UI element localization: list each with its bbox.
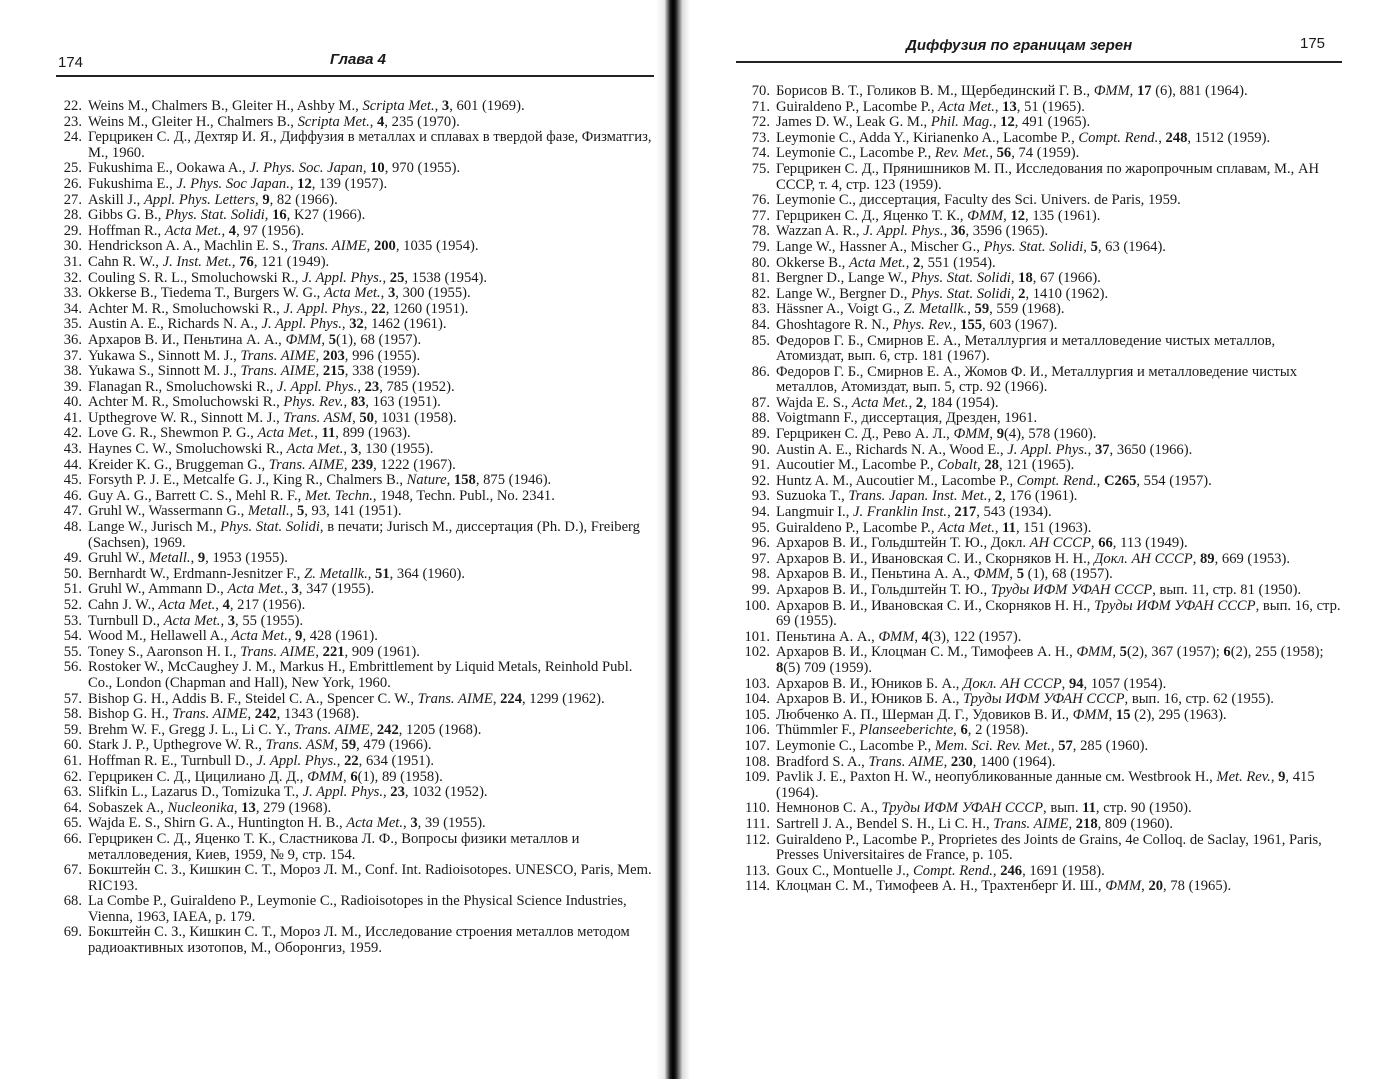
reference-text: Toney S., Aaronson H. I., Trans. AIME, 221, 909 (1961). xyxy=(88,643,420,660)
reference-item xyxy=(732,396,1342,412)
reference-number: 40. xyxy=(63,394,82,411)
reference-item xyxy=(732,505,1342,521)
reference-item xyxy=(44,333,656,349)
reference-text: Бокштейн С. З., Кишкин С. Т., Мороз Л. М., Conf. Int. Radioisotopes. UNESCO, Paris, Mem. RIC193. xyxy=(88,862,652,894)
reference-item xyxy=(732,552,1342,568)
reference-item xyxy=(44,520,656,551)
reference-number: 76. xyxy=(751,192,770,209)
reference-text: Cahn R. W., J. Inst. Met., 76, 121 (1949). xyxy=(88,253,330,270)
reference-item xyxy=(44,426,656,442)
reference-number: 62. xyxy=(63,768,82,785)
reference-number: 25. xyxy=(63,160,82,177)
reference-number: 33. xyxy=(63,285,82,302)
reference-text: Клоцман С. М., Тимофеев А. Н., Трахтенберг И. Ш., ФММ, 20, 78 (1965). xyxy=(776,878,1232,895)
reference-item xyxy=(44,738,656,754)
reference-number: 102. xyxy=(744,644,770,661)
reference-item xyxy=(732,365,1342,396)
reference-number: 43. xyxy=(63,441,82,458)
reference-text: Gibbs G. B., Phys. Stat. Solidi, 16, K27 (1966). xyxy=(88,207,366,224)
reference-text: Sartrell J. A., Bendel S. H., Li C. H., Trans. AIME, 218, 809 (1960). xyxy=(776,815,1174,832)
reference-text: Архаров В. И., Гольдштейн Т. Ю., Труды ИФМ УФАН СССР, вып. 11, стр. 81 (1950). xyxy=(776,582,1302,598)
reference-text: Пеньтина А. А., ФММ, 4(3), 122 (1957). xyxy=(776,628,1022,645)
reference-number: 101. xyxy=(744,628,770,645)
reference-item xyxy=(44,286,656,302)
reference-number: 77. xyxy=(751,207,770,224)
reference-item xyxy=(732,209,1342,225)
reference-item xyxy=(44,380,656,396)
reference-item xyxy=(44,707,656,723)
reference-number: 57. xyxy=(63,690,82,707)
reference-number: 103. xyxy=(744,675,770,692)
reference-number: 66. xyxy=(63,830,82,847)
reference-item xyxy=(732,427,1342,443)
reference-text: Wajda E. S., Shirn G. A., Huntington H. B., Acta Met., 3, 39 (1955). xyxy=(88,815,486,832)
reference-item xyxy=(732,630,1342,646)
reference-item xyxy=(44,785,656,801)
reference-text: Rostoker W., McCaughey J. M., Markus H., Embrittlement by Liquid Metals, Reinhold Publ. Co., London (Chapman and Hall), New York, 1960. xyxy=(88,659,633,691)
reference-text: Weins M., Gleiter H., Chalmers B., Scripta Met., 4, 235 (1970). xyxy=(88,113,460,130)
reference-item xyxy=(44,99,656,115)
reference-number: 80. xyxy=(751,254,770,271)
reference-text: Forsyth P. J. E., Metcalfe G. J., King R., Chalmers B., Nature, 158, 875 (1946). xyxy=(88,472,552,489)
reference-text: Couling S. R. L., Smoluchowski R., J. Appl. Phys., 25, 1538 (1954). xyxy=(88,269,488,286)
reference-item xyxy=(732,567,1342,583)
reference-number: 81. xyxy=(751,270,770,287)
reference-item xyxy=(732,146,1342,162)
reference-text: Bradford S. A., Trans. AIME, 230, 1400 (1964). xyxy=(776,753,1056,770)
reference-number: 106. xyxy=(744,722,770,739)
reference-item xyxy=(732,583,1342,599)
reference-item xyxy=(44,208,656,224)
right-page xyxy=(690,0,1391,1079)
reference-text: Ghoshtagore R. N., Phys. Rev., 155, 603 (1967). xyxy=(776,316,1058,333)
reference-item xyxy=(44,894,656,925)
reference-text: Goux C., Montuelle J., Compt. Rend., 246, 1691 (1958). xyxy=(776,862,1105,879)
reference-number: 85. xyxy=(751,332,770,349)
reference-text: Lange W., Hassner A., Mischer G., Phys. Stat. Solidi, 5, 63 (1964). xyxy=(776,238,1166,255)
reference-item xyxy=(732,411,1342,427)
reference-number: 93. xyxy=(751,488,770,505)
page-number: 174 xyxy=(58,54,84,71)
reference-text: Fukushima E., J. Phys. Soc Japan., 12, 139 (1957). xyxy=(88,175,388,192)
reference-text: Федоров Г. Б., Смирнов Е. А., Жомов Ф. И., Металлургия и металловедение чистых металлов, Атомиздат, вып. 5, стр. 92 (1966). xyxy=(776,363,1298,396)
reference-text: Wajda E. S., Acta Met., 2, 184 (1954). xyxy=(776,394,999,411)
reference-number: 83. xyxy=(751,301,770,318)
reference-number: 100. xyxy=(744,597,770,614)
header-rule xyxy=(736,61,1342,63)
reference-item xyxy=(44,395,656,411)
reference-item xyxy=(732,879,1342,895)
reference-number: 89. xyxy=(751,426,770,443)
reference-item xyxy=(732,692,1342,708)
reference-number: 51. xyxy=(63,581,82,598)
reference-item xyxy=(44,442,656,458)
reference-item xyxy=(732,677,1342,693)
reference-text: Austin A. E., Richards N. A., J. Appl. Phys., 32, 1462 (1961). xyxy=(88,316,447,333)
reference-text: Weins M., Chalmers B., Gleiter H., Ashby M., Scripta Met., 3, 601 (1969). xyxy=(88,98,525,114)
reference-text: Leymonie C., Adda Y., Kirianenko A., Lacombe P., Compt. Rend., 248, 1512 (1959). xyxy=(776,129,1271,146)
reference-item xyxy=(44,504,656,520)
reference-item xyxy=(44,598,656,614)
reference-item xyxy=(44,551,656,567)
page-number: 175 xyxy=(1300,35,1326,52)
reference-item xyxy=(44,489,656,505)
reference-text: Hässner A., Voigt G., Z. Metallk., 59, 559 (1968). xyxy=(776,301,1065,318)
reference-number: 65. xyxy=(63,815,82,832)
reference-number: 56. xyxy=(63,659,82,676)
reference-text: Bergner D., Lange W., Phys. Stat. Solidi, 18, 67 (1966). xyxy=(776,270,1101,287)
header-rule xyxy=(56,75,654,77)
reference-text: Архаров В. И., Гольдштейн Т. Ю., Докл. АН СССР, 66, 113 (1949). xyxy=(776,535,1188,552)
left-page xyxy=(0,0,660,1079)
reference-text: Hoffman R. E., Turnbull D., J. Appl. Phys., 22, 634 (1951). xyxy=(88,752,435,769)
reference-text: Askill J., Appl. Phys. Letters, 9, 82 (1966). xyxy=(88,191,338,208)
reference-text: Suzuoka T., Trans. Japan. Inst. Met., 2, 176 (1961). xyxy=(776,488,1078,505)
reference-text: Upthegrove W. R., Sinnott M. J., Trans. ASM, 50, 1031 (1958). xyxy=(88,409,457,426)
reference-number: 32. xyxy=(63,269,82,286)
reference-item xyxy=(732,817,1342,833)
reference-item xyxy=(732,645,1342,676)
reference-text: Pavlik J. E., Paxton H. W., неопубликованные данные см. Westbrook H., Met. Rev., 9, 415 (1964). xyxy=(776,769,1315,801)
reference-number: 110. xyxy=(745,800,770,817)
reference-text: Thümmler F., Planseeberichte, 6, 2 (1958). xyxy=(776,722,1029,739)
reference-item xyxy=(732,536,1342,552)
reference-item xyxy=(732,115,1342,131)
reference-item xyxy=(44,723,656,739)
reference-number: 54. xyxy=(63,628,82,645)
reference-number: 75. xyxy=(751,160,770,177)
reference-number: 104. xyxy=(744,691,770,708)
reference-item xyxy=(732,100,1342,116)
reference-item xyxy=(732,864,1342,880)
reference-text: Герцрикен С. Д., Яценко Т. К., ФММ, 12, 135 (1961). xyxy=(776,207,1101,224)
reference-number: 79. xyxy=(751,238,770,255)
reference-text: Архаров В. И., Юников Б. А., Докл. АН СССР, 94, 1057 (1954). xyxy=(776,675,1167,692)
reference-text: Gruhl W., Ammann D., Acta Met., 3, 347 (1955). xyxy=(88,581,375,598)
reference-number: 72. xyxy=(751,114,770,131)
reference-text: Yukawa S., Sinnott M. J., Trans. AIME, 215, 338 (1959). xyxy=(88,363,421,380)
reference-item xyxy=(732,302,1342,318)
reference-text: Архаров В. И., Юников Б. А., Труды ИФМ УФАН СССР, вып. 16, стр. 62 (1955). xyxy=(776,691,1274,708)
reference-number: 53. xyxy=(63,612,82,629)
reference-text: Austin A. E., Richards N. A., Wood E., J. Appl. Phys., 37, 3650 (1966). xyxy=(776,441,1193,458)
reference-text: Kreider K. G., Bruggeman G., Trans. AIME, 239, 1222 (1967). xyxy=(88,456,456,473)
reference-item xyxy=(732,256,1342,272)
reference-number: 105. xyxy=(744,706,770,723)
reference-item xyxy=(44,364,656,380)
reference-item xyxy=(44,224,656,240)
reference-text: Cahn J. W., Acta Met., 4, 217 (1956). xyxy=(88,597,306,613)
reference-item xyxy=(44,411,656,427)
reference-item xyxy=(732,271,1342,287)
reference-number: 36. xyxy=(63,331,82,348)
reference-item xyxy=(44,458,656,474)
reference-item xyxy=(732,755,1342,771)
reference-text: Архаров В. И., Пеньтина А. А., ФММ, 5(1), 68 (1957). xyxy=(88,331,422,348)
reference-item xyxy=(732,723,1342,739)
reference-number: 49. xyxy=(63,550,82,567)
reference-item xyxy=(44,130,656,161)
reference-item xyxy=(44,473,656,489)
reference-number: 114. xyxy=(745,878,770,895)
reference-item xyxy=(732,224,1342,240)
reference-number: 95. xyxy=(751,519,770,536)
reference-number: 42. xyxy=(63,425,82,442)
reference-item xyxy=(732,521,1342,537)
reference-number: 96. xyxy=(751,535,770,552)
reference-number: 73. xyxy=(751,129,770,146)
reference-number: 45. xyxy=(63,472,82,489)
reference-number: 47. xyxy=(63,503,82,520)
reference-item xyxy=(44,115,656,131)
reference-item xyxy=(732,801,1342,817)
reference-number: 50. xyxy=(63,565,82,582)
reference-text: Brehm W. F., Gregg J. L., Li C. Y., Trans. AIME, 242, 1205 (1968). xyxy=(88,721,482,738)
reference-text: Guiraldeno P., Lacombe P., Acta Met., 13, 51 (1965). xyxy=(776,98,1085,115)
reference-item xyxy=(732,84,1342,100)
reference-item xyxy=(732,443,1342,459)
reference-number: 82. xyxy=(751,285,770,302)
reference-text: Okkerse B., Acta Met., 2, 551 (1954). xyxy=(776,254,996,271)
reference-number: 88. xyxy=(751,410,770,427)
reference-number: 31. xyxy=(63,253,82,270)
reference-item xyxy=(44,801,656,817)
reference-number: 46. xyxy=(63,487,82,504)
reference-number: 78. xyxy=(751,223,770,240)
reference-text: Федоров Г. Б., Смирнов Е. А., Металлургия и металловедение чистых металлов, Атомиздат, вып. 6, стр. 181 (1967). xyxy=(776,332,1276,365)
reference-number: 24. xyxy=(63,129,82,146)
reference-number: 27. xyxy=(63,191,82,208)
reference-text: Yukawa S., Sinnott M. J., Trans. AIME, 203, 996 (1955). xyxy=(88,347,421,364)
reference-number: 34. xyxy=(63,300,82,317)
reference-item xyxy=(44,754,656,770)
reference-number: 39. xyxy=(63,378,82,395)
reference-item xyxy=(44,349,656,365)
reference-text: La Combe P., Guiraldeno P., Leymonie C., Radioisotopes in the Physical Science Industries, Vienna, 1963, IAEA, p. 179. xyxy=(88,893,627,925)
reference-number: 70. xyxy=(751,83,770,99)
reference-item xyxy=(44,925,656,956)
reference-number: 38. xyxy=(63,363,82,380)
reference-number: 92. xyxy=(751,472,770,489)
reference-item xyxy=(732,770,1342,801)
reference-number: 37. xyxy=(63,347,82,364)
reference-number: 48. xyxy=(63,519,82,536)
reference-text: Герцрикен С. Д., Прянишников М. П., Исследования по жаропрочным сплавам, М., АН СССР, т. 4, стр. 123 (1959). xyxy=(776,160,1320,193)
reference-text: Bishop G. H., Trans. AIME, 242, 1343 (1968). xyxy=(88,706,360,723)
reference-item xyxy=(44,832,656,863)
reference-number: 64. xyxy=(63,799,82,816)
reference-text: Lange W., Bergner D., Phys. Stat. Solidi, 2, 1410 (1962). xyxy=(776,285,1109,302)
reference-number: 111. xyxy=(745,815,770,832)
reference-item xyxy=(44,567,656,583)
reference-number: 90. xyxy=(751,441,770,458)
reference-number: 44. xyxy=(63,456,82,473)
reference-number: 41. xyxy=(63,409,82,426)
reference-number: 60. xyxy=(63,737,82,754)
reference-text: Любченко А. П., Шерман Д. Г., Удовиков В. И., ФММ, 15 (2), 295 (1963). xyxy=(776,706,1227,723)
reference-text: Lange W., Jurisch M., Phys. Stat. Solidi, в печати; Jurisch M., диссертация (Ph. D.), Freiberg (Sachsen), 1969. xyxy=(88,519,640,551)
reference-number: 29. xyxy=(63,222,82,239)
reference-text: James D. W., Leak G. M., Phil. Mag., 12, 491 (1965). xyxy=(776,114,1091,131)
reference-list xyxy=(44,99,656,957)
reference-text: Bernhardt W., Erdmann-Jesnitzer F., Z. Metallk., 51, 364 (1960). xyxy=(88,565,466,582)
reference-text: Gruhl W., Wassermann G., Metall., 5, 93, 141 (1951). xyxy=(88,503,402,520)
reference-item xyxy=(44,629,656,645)
reference-number: 113. xyxy=(745,862,770,879)
reference-item xyxy=(44,161,656,177)
reference-item xyxy=(732,489,1342,505)
running-head: Диффузия по границам зерен xyxy=(906,37,1133,54)
book-spine xyxy=(656,0,690,1079)
reference-text: Achter M. R., Smoluchowski R., J. Appl. Phys., 22, 1260 (1951). xyxy=(88,300,469,317)
reference-text: Guiraldeno P., Lacombe P., Acta Met., 11, 151 (1963). xyxy=(776,519,1092,536)
reference-text: Герцрикен С. Д., Рево А. Л., ФММ, 9(4), 578 (1960). xyxy=(776,426,1097,443)
reference-text: Wood M., Hellawell A., Acta Met., 9, 428 (1961). xyxy=(88,628,378,645)
reference-number: 71. xyxy=(751,98,770,115)
reference-text: Немнонов С. А., Труды ИФМ УФАН СССР, вып. 11, стр. 90 (1950). xyxy=(776,800,1192,817)
reference-list xyxy=(732,84,1342,895)
reference-number: 108. xyxy=(744,753,770,770)
reference-text: Slifkin L., Lazarus D., Tomizuka T., J. Appl. Phys., 23, 1032 (1952). xyxy=(88,784,488,801)
reference-item xyxy=(44,645,656,661)
reference-item xyxy=(732,458,1342,474)
reference-number: 52. xyxy=(63,597,82,613)
reference-number: 30. xyxy=(63,238,82,255)
reference-text: Stark J. P., Upthegrove W. R., Trans. ASM, 59, 479 (1966). xyxy=(88,737,432,754)
reference-text: Gruhl W., Metall., 9, 1953 (1955). xyxy=(88,550,288,567)
reference-text: Haynes C. W., Smoluchowski R., Acta Met., 3, 130 (1955). xyxy=(88,441,434,458)
reference-item xyxy=(732,474,1342,490)
reference-number: 98. xyxy=(751,566,770,583)
reference-number: 87. xyxy=(751,394,770,411)
reference-text: Turnbull D., Acta Met., 3, 55 (1955). xyxy=(88,612,304,629)
reference-item xyxy=(44,660,656,691)
reference-item xyxy=(732,833,1342,864)
reference-item xyxy=(732,240,1342,256)
reference-item xyxy=(44,614,656,630)
reference-text: Hendrickson A. A., Machlin E. S., Trans. AIME, 200, 1035 (1954). xyxy=(88,238,479,255)
reference-text: Архаров В. И., Клоцман С. М., Тимофеев А. Н., ФММ, 5(2), 367 (1957); 6(2), 255 (1958); 8(5) 709 (1959). xyxy=(776,644,1324,676)
reference-number: 67. xyxy=(63,862,82,879)
reference-text: Langmuir I., J. Franklin Inst., 217, 543 (1934). xyxy=(776,504,1052,521)
reference-text: Бокштейн С. З., Кишкин С. Т., Мороз Л. М., Исследование строения металлов методом радиоактивных изотопов, М., Оборонгиз, 1959. xyxy=(88,924,630,957)
reference-item xyxy=(44,271,656,287)
reference-text: Huntz A. M., Aucoutier M., Lacombe P., Compt. Rend., C265, 554 (1957). xyxy=(776,472,1212,489)
reference-item xyxy=(44,255,656,271)
reference-number: 59. xyxy=(63,721,82,738)
reference-number: 26. xyxy=(63,175,82,192)
reference-number: 23. xyxy=(63,113,82,130)
reference-text: Fukushima E., Ookawa A., J. Phys. Soc. Japan, 10, 970 (1955). xyxy=(88,160,461,177)
reference-number: 35. xyxy=(63,316,82,333)
reference-text: Aucoutier M., Lacombe P., Cobalt, 28, 121 (1965). xyxy=(776,457,1075,474)
reference-item xyxy=(44,193,656,209)
reference-number: 69. xyxy=(63,924,82,941)
reference-item xyxy=(44,816,656,832)
reference-item xyxy=(44,317,656,333)
reference-number: 97. xyxy=(751,550,770,567)
reference-text: Guiraldeno P., Lacombe P., Proprietes des Joints de Grains, 4e Colloq. de Saclay, 1961, Paris, Presses Universitaires de France, p. 105. xyxy=(776,831,1322,864)
reference-text: Архаров В. И., Ивановская С. И., Скорняков Н. Н., Труды ИФМ УФАН СССР, вып. 16, стр. 69 (1955). xyxy=(776,597,1341,630)
reference-text: Leymonie C., диссертация, Faculty des Sci. Univers. de Paris, 1959. xyxy=(776,192,1181,209)
reference-number: 55. xyxy=(63,643,82,660)
reference-item xyxy=(732,318,1342,334)
reference-item xyxy=(44,863,656,894)
reference-number: 107. xyxy=(744,737,770,754)
reference-number: 99. xyxy=(751,582,770,598)
reference-item xyxy=(732,162,1342,193)
reference-number: 109. xyxy=(744,769,770,786)
reference-text: Leymonie C., Lacombe P., Rev. Met., 56, 74 (1959). xyxy=(776,145,1080,162)
reference-number: 84. xyxy=(751,316,770,333)
reference-text: Sobaszek A., Nucleonika, 13, 279 (1968). xyxy=(88,799,332,816)
reference-text: Архаров В. И., Ивановская С. И., Скорняков Н. Н., Докл. АН СССР, 89, 669 (1953). xyxy=(776,550,1290,567)
reference-item xyxy=(44,582,656,598)
reference-item xyxy=(732,739,1342,755)
reference-text: Voigtmann F., диссертация, Дрезден, 1961. xyxy=(776,410,1038,427)
reference-text: Архаров В. И., Пеньтина А. А., ФММ, 5 (1), 68 (1957). xyxy=(776,566,1113,583)
reference-number: 86. xyxy=(751,363,770,380)
reference-number: 28. xyxy=(63,207,82,224)
reference-text: Hoffman R., Acta Met., 4, 97 (1956). xyxy=(88,222,305,239)
reference-item xyxy=(44,302,656,318)
running-head: Глава 4 xyxy=(330,51,387,68)
reference-text: Leymonie C., Lacombe P., Mem. Sci. Rev. Met., 57, 285 (1960). xyxy=(776,737,1149,754)
reference-item xyxy=(44,770,656,786)
reference-item xyxy=(732,708,1342,724)
reference-text: Герцрикен С. Д., Яценко Т. К., Сластникова Л. Ф., Вопросы физики металлов и металловедения, Киев, 1959, № 9, стр. 154. xyxy=(88,830,580,863)
reference-number: 94. xyxy=(751,504,770,521)
reference-item xyxy=(44,692,656,708)
reference-number: 68. xyxy=(63,893,82,910)
reference-number: 61. xyxy=(63,752,82,769)
reference-text: Guy A. G., Barrett C. S., Mehl R. F., Met. Techn., 1948, Techn. Publ., No. 2341. xyxy=(88,487,555,504)
reference-text: Bishop G. H., Addis B. F., Steidel C. A., Spencer C. W., Trans. AIME, 224, 1299 (1962). xyxy=(88,690,605,707)
reference-text: Love G. R., Shewmon P. G., Acta Met., 11, 899 (1963). xyxy=(88,425,411,442)
reference-number: 112. xyxy=(745,831,770,848)
reference-text: Flanagan R., Smoluchowski R., J. Appl. Phys., 23, 785 (1952). xyxy=(88,378,455,395)
reference-text: Wazzan A. R., J. Appl. Phys., 36, 3596 (1965). xyxy=(776,223,1049,240)
reference-text: Okkerse B., Tiedema T., Burgers W. G., Acta Met., 3, 300 (1955). xyxy=(88,285,471,302)
reference-text: Герцрикен С. Д., Цицилиано Д. Д., ФММ, 6(1), 89 (1958). xyxy=(88,768,443,785)
reference-text: Achter M. R., Smoluchowski R., Phys. Rev., 83, 163 (1951). xyxy=(88,394,441,411)
reference-item xyxy=(44,177,656,193)
reference-text: Герцрикен С. Д., Дехтяр И. Я., Диффузия в металлах и сплавах в твердой фазе, Физматгиз, М., 1960. xyxy=(88,129,652,161)
reference-item xyxy=(732,193,1342,209)
reference-item xyxy=(732,131,1342,147)
reference-item xyxy=(44,239,656,255)
reference-number: 58. xyxy=(63,706,82,723)
reference-number: 91. xyxy=(751,457,770,474)
reference-number: 22. xyxy=(63,98,82,114)
reference-number: 74. xyxy=(751,145,770,162)
reference-item xyxy=(732,287,1342,303)
reference-item xyxy=(732,334,1342,365)
reference-text: Борисов В. Т., Голиков В. М., Щербединский Г. В., ФММ, 17 (6), 881 (1964). xyxy=(776,83,1248,99)
reference-number: 63. xyxy=(63,784,82,801)
reference-item xyxy=(732,599,1342,630)
